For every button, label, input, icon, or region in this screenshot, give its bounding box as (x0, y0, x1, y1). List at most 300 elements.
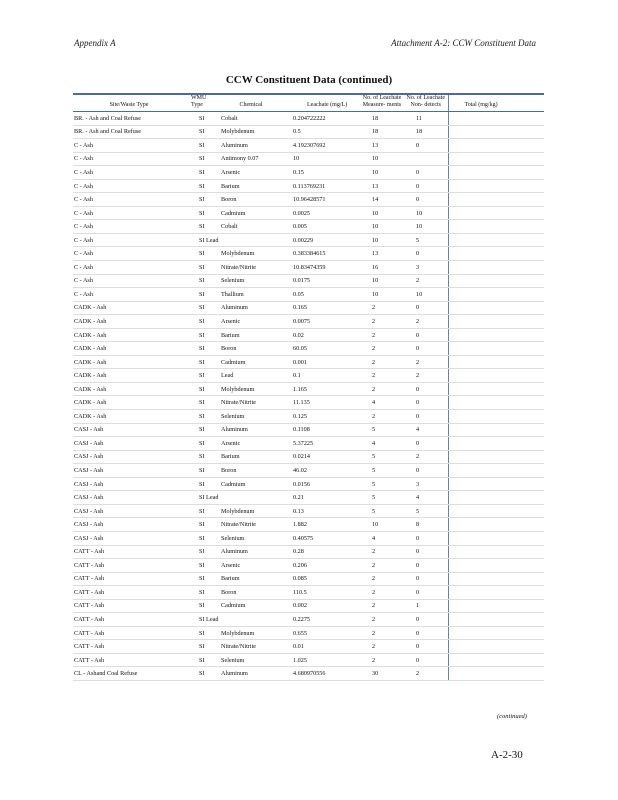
cell-total (448, 261, 544, 275)
cell-wmu: SI (185, 410, 215, 424)
cell-total (448, 640, 544, 654)
cell-chemical: Molybdenum (215, 125, 287, 139)
table-row (73, 261, 544, 275)
cell-measurements: 4 (360, 531, 404, 545)
cell-wmu: SI (185, 545, 215, 559)
cell-leachate: 0.01 (287, 640, 360, 654)
cell-wmu: SI (185, 220, 215, 234)
cell-measurements: 10 (360, 220, 404, 234)
cell-total (448, 477, 544, 491)
cell-wmu: SI (185, 653, 215, 667)
table-row (73, 559, 544, 573)
cell-site: CADK - Ash (73, 342, 185, 356)
table-row (73, 179, 544, 193)
cell-leachate: 110.5 (287, 586, 360, 600)
cell-measurements: 14 (360, 193, 404, 207)
cell-measurements: 2 (360, 342, 404, 356)
cell-measurements: 2 (360, 355, 404, 369)
cell-chemical: Boron (215, 464, 287, 478)
cell-wmu: SI (185, 423, 215, 437)
cell-nondetects: 2 (404, 450, 448, 464)
cell-measurements: 2 (360, 301, 404, 315)
cell-measurements: 18 (360, 112, 404, 126)
cell-nondetects: 0 (404, 247, 448, 261)
cell-nondetects: 0 (404, 193, 448, 207)
cell-total (448, 613, 544, 627)
cell-nondetects: 2 (404, 315, 448, 329)
cell-site: CASJ - Ash (73, 423, 185, 437)
cell-measurements: 13 (360, 139, 404, 153)
cell-site: CASJ - Ash (73, 531, 185, 545)
cell-wmu: SI (185, 450, 215, 464)
table-row (73, 586, 544, 600)
cell-chemical: Arsenic (215, 166, 287, 180)
cell-measurements: 13 (360, 179, 404, 193)
cell-nondetects: 0 (404, 464, 448, 478)
cell-leachate: 0.0025 (287, 206, 360, 220)
cell-leachate: 0.001 (287, 355, 360, 369)
cell-leachate: 0.0075 (287, 315, 360, 329)
cell-total (448, 423, 544, 437)
cell-measurements: 2 (360, 599, 404, 613)
table-row (73, 274, 544, 288)
cell-measurements: 10 (360, 166, 404, 180)
cell-wmu: SI (185, 464, 215, 478)
cell-wmu: SI (185, 193, 215, 207)
col-header-wmu: WMU Type (185, 94, 215, 112)
cell-leachate: 1.025 (287, 653, 360, 667)
cell-leachate: 0.0214 (287, 450, 360, 464)
cell-measurements: 2 (360, 586, 404, 600)
cell-leachate: 10 (287, 152, 360, 166)
cell-nondetects: 0 (404, 572, 448, 586)
cell-site: CATT - Ash (73, 626, 185, 640)
cell-measurements: 2 (360, 382, 404, 396)
cell-site: CATT - Ash (73, 613, 185, 627)
cell-measurements: 5 (360, 491, 404, 505)
cell-leachate: 0.165 (287, 301, 360, 315)
col-header-measurements: No. of Leachate Measure- ments (360, 94, 404, 112)
cell-site: C - Ash (73, 288, 185, 302)
cell-measurements: 4 (360, 437, 404, 451)
cell-leachate: 0.204722222 (287, 112, 360, 126)
cell-leachate: 0.085 (287, 572, 360, 586)
table-row (73, 369, 544, 383)
cell-total (448, 220, 544, 234)
cell-site: CASJ - Ash (73, 518, 185, 532)
cell-chemical: Molybdenum (215, 382, 287, 396)
cell-total (448, 301, 544, 315)
cell-nondetects: 0 (404, 545, 448, 559)
cell-nondetects: 0 (404, 640, 448, 654)
cell-nondetects: 18 (404, 125, 448, 139)
cell-leachate: 0.113769231 (287, 179, 360, 193)
cell-wmu: SI (185, 640, 215, 654)
cell-site: CADK - Ash (73, 328, 185, 342)
table-row (73, 518, 544, 532)
cell-nondetects (404, 152, 448, 166)
cell-site: CADK - Ash (73, 410, 185, 424)
cell-wmu: SI (185, 139, 215, 153)
cell-measurements: 2 (360, 640, 404, 654)
cell-nondetects: 4 (404, 491, 448, 505)
cell-chemical: Aluminum (215, 667, 287, 681)
cell-wmu: SI (185, 626, 215, 640)
cell-nondetects: 0 (404, 437, 448, 451)
cell-chemical: Cobalt (215, 112, 287, 126)
cell-total (448, 247, 544, 261)
table-row (73, 437, 544, 451)
cell-site: C - Ash (73, 206, 185, 220)
cell-wmu: SI (185, 274, 215, 288)
cell-total (448, 572, 544, 586)
cell-chemical: Nitrate/Nitrite (215, 640, 287, 654)
table-row (73, 667, 544, 681)
cell-measurements: 5 (360, 450, 404, 464)
cell-chemical: Nitrate/Nitrite (215, 396, 287, 410)
cell-leachate: 4.680970556 (287, 667, 360, 681)
cell-wmu: SI (185, 531, 215, 545)
cell-nondetects: 0 (404, 653, 448, 667)
cell-wmu: SI (185, 342, 215, 356)
cell-chemical: Cobalt (215, 220, 287, 234)
cell-nondetects: 0 (404, 626, 448, 640)
cell-wmu: SI Lead (185, 613, 215, 627)
col-header-leachate: Leachate (mg/L) (287, 94, 360, 112)
cell-site: CASJ - Ash (73, 491, 185, 505)
cell-leachate: 0.002 (287, 599, 360, 613)
cell-site: CATT - Ash (73, 653, 185, 667)
cell-leachate: 0.28 (287, 545, 360, 559)
cell-measurements: 18 (360, 125, 404, 139)
cell-leachate: 0.21 (287, 491, 360, 505)
cell-wmu: SI (185, 477, 215, 491)
cell-nondetects: 8 (404, 518, 448, 532)
cell-nondetects: 11 (404, 112, 448, 126)
cell-chemical: Selenium (215, 410, 287, 424)
cell-total (448, 342, 544, 356)
cell-total (448, 653, 544, 667)
cell-total (448, 328, 544, 342)
cell-wmu: SI (185, 301, 215, 315)
cell-chemical: Barium (215, 450, 287, 464)
cell-nondetects: 5 (404, 504, 448, 518)
cell-measurements: 2 (360, 559, 404, 573)
cell-chemical: Lead (215, 369, 287, 383)
cell-wmu: SI (185, 247, 215, 261)
cell-total (448, 410, 544, 424)
cell-chemical: Aluminum (215, 545, 287, 559)
cell-total (448, 545, 544, 559)
cell-leachate: 0.40575 (287, 531, 360, 545)
table-row (73, 572, 544, 586)
table-row (73, 315, 544, 329)
cell-chemical: Selenium (215, 274, 287, 288)
table-row (73, 112, 544, 126)
cell-nondetects: 3 (404, 261, 448, 275)
cell-nondetects: 0 (404, 410, 448, 424)
cell-total (448, 464, 544, 478)
col-header-chemical: Chemical (215, 94, 287, 112)
running-header-left: Appendix A (74, 38, 116, 48)
cell-site: CASJ - Ash (73, 450, 185, 464)
table-row (73, 396, 544, 410)
cell-leachate: 60.05 (287, 342, 360, 356)
cell-total (448, 152, 544, 166)
cell-nondetects: 10 (404, 220, 448, 234)
cell-chemical: Cadmium (215, 477, 287, 491)
cell-site: C - Ash (73, 261, 185, 275)
col-header-site: Site/Waste Type (73, 94, 185, 112)
cell-wmu: SI (185, 328, 215, 342)
cell-wmu: SI (185, 206, 215, 220)
cell-total (448, 179, 544, 193)
table-row (73, 139, 544, 153)
table-row (73, 599, 544, 613)
cell-site: C - Ash (73, 152, 185, 166)
cell-chemical: Aluminum (215, 423, 287, 437)
cell-site: C - Ash (73, 233, 185, 247)
table-row (73, 423, 544, 437)
table-row (73, 193, 544, 207)
cell-total (448, 166, 544, 180)
cell-site: CATT - Ash (73, 559, 185, 573)
cell-total (448, 531, 544, 545)
cell-leachate: 1.165 (287, 382, 360, 396)
cell-chemical: Cadmium (215, 599, 287, 613)
table-row (73, 491, 544, 505)
cell-chemical: Arsenic (215, 437, 287, 451)
cell-chemical: Arsenic (215, 559, 287, 573)
cell-chemical: Cadmium (215, 355, 287, 369)
table-row (73, 328, 544, 342)
table-row (73, 410, 544, 424)
cell-wmu: SI (185, 125, 215, 139)
cell-nondetects: 2 (404, 369, 448, 383)
table-row (73, 382, 544, 396)
cell-total (448, 315, 544, 329)
cell-chemical: Barium (215, 328, 287, 342)
cell-nondetects: 3 (404, 477, 448, 491)
cell-chemical (215, 613, 287, 627)
cell-total (448, 288, 544, 302)
cell-leachate: 0.0175 (287, 274, 360, 288)
cell-site: C - Ash (73, 179, 185, 193)
cell-measurements: 10 (360, 206, 404, 220)
col-header-nondetects: No. of Leachate Non- detects (404, 94, 448, 112)
table-row (73, 342, 544, 356)
page-title: CCW Constituent Data (continued) (225, 74, 393, 86)
cell-total (448, 274, 544, 288)
cell-chemical: Thallium (215, 288, 287, 302)
cell-measurements: 5 (360, 477, 404, 491)
page-number: A-2-30 (491, 749, 523, 761)
cell-site: CASJ - Ash (73, 477, 185, 491)
cell-wmu: SI (185, 599, 215, 613)
cell-wmu: SI (185, 382, 215, 396)
cell-leachate: 0.5 (287, 125, 360, 139)
cell-wmu: SI (185, 437, 215, 451)
cell-chemical: Molybdenum (215, 504, 287, 518)
table-row (73, 545, 544, 559)
cell-total (448, 599, 544, 613)
cell-nondetects: 0 (404, 382, 448, 396)
table-row (73, 653, 544, 667)
table-header-row (73, 94, 544, 112)
cell-nondetects: 0 (404, 559, 448, 573)
cell-nondetects: 2 (404, 274, 448, 288)
cell-chemical: Boron (215, 342, 287, 356)
cell-chemical: Antimony 0.07 (215, 152, 287, 166)
cell-site: C - Ash (73, 220, 185, 234)
cell-total (448, 586, 544, 600)
cell-wmu: SI (185, 396, 215, 410)
cell-site: CATT - Ash (73, 599, 185, 613)
cell-nondetects: 0 (404, 179, 448, 193)
cell-leachate: 0.655 (287, 626, 360, 640)
cell-chemical: Aluminum (215, 301, 287, 315)
cell-wmu: SI (185, 518, 215, 532)
cell-wmu: SI (185, 152, 215, 166)
cell-leachate: 0.383384615 (287, 247, 360, 261)
cell-leachate: 0.1 (287, 369, 360, 383)
cell-measurements: 2 (360, 572, 404, 586)
cell-wmu: SI (185, 166, 215, 180)
cell-leachate: 0.2275 (287, 613, 360, 627)
cell-wmu: SI Lead (185, 233, 215, 247)
table-row (73, 626, 544, 640)
cell-chemical: Nitrate/Nitrite (215, 518, 287, 532)
cell-leachate: 0.15 (287, 166, 360, 180)
cell-total (448, 491, 544, 505)
cell-measurements: 5 (360, 423, 404, 437)
cell-nondetects: 0 (404, 328, 448, 342)
cell-site: CADK - Ash (73, 369, 185, 383)
cell-site: C - Ash (73, 274, 185, 288)
cell-nondetects: 0 (404, 166, 448, 180)
cell-leachate: 0.0156 (287, 477, 360, 491)
table-row (73, 247, 544, 261)
cell-wmu: SI (185, 559, 215, 573)
cell-total (448, 626, 544, 640)
cell-total (448, 437, 544, 451)
cell-nondetects: 10 (404, 206, 448, 220)
cell-wmu: SI (185, 572, 215, 586)
cell-total (448, 504, 544, 518)
cell-leachate: 1.882 (287, 518, 360, 532)
cell-leachate: 0.206 (287, 559, 360, 573)
cell-chemical (215, 233, 287, 247)
cell-total (448, 559, 544, 573)
cell-chemical: Boron (215, 193, 287, 207)
cell-leachate: 0.125 (287, 410, 360, 424)
cell-total (448, 193, 544, 207)
cell-wmu: SI (185, 667, 215, 681)
cell-wmu: SI (185, 355, 215, 369)
table-row (73, 504, 544, 518)
cell-measurements: 4 (360, 396, 404, 410)
cell-chemical: Cadmium (215, 206, 287, 220)
cell-total (448, 667, 544, 681)
cell-site: CATT - Ash (73, 640, 185, 654)
col-header-total: Total (mg/kg) (448, 94, 544, 112)
table-row (73, 355, 544, 369)
cell-leachate: 4.192307692 (287, 139, 360, 153)
cell-measurements: 2 (360, 545, 404, 559)
cell-nondetects: 0 (404, 342, 448, 356)
table-row (73, 450, 544, 464)
cell-chemical: Aluminum (215, 139, 287, 153)
cell-leachate: 10.96428571 (287, 193, 360, 207)
cell-nondetects: 0 (404, 139, 448, 153)
cell-site: CL - Ashand Coal Refuse (73, 667, 185, 681)
cell-wmu: SI (185, 504, 215, 518)
table-row (73, 477, 544, 491)
cell-measurements: 2 (360, 328, 404, 342)
cell-measurements: 2 (360, 315, 404, 329)
cell-nondetects: 0 (404, 396, 448, 410)
cell-leachate: 10.83474359 (287, 261, 360, 275)
cell-wmu: SI (185, 179, 215, 193)
cell-measurements: 10 (360, 274, 404, 288)
cell-chemical: Selenium (215, 531, 287, 545)
cell-nondetects: 10 (404, 288, 448, 302)
cell-measurements: 2 (360, 410, 404, 424)
cell-chemical: Arsenic (215, 315, 287, 329)
table-row (73, 301, 544, 315)
cell-total (448, 112, 544, 126)
cell-total (448, 125, 544, 139)
cell-measurements: 10 (360, 518, 404, 532)
cell-measurements: 5 (360, 464, 404, 478)
cell-wmu: SI (185, 315, 215, 329)
cell-leachate: 0.02 (287, 328, 360, 342)
cell-leachate: 0.1108 (287, 423, 360, 437)
table-row (73, 125, 544, 139)
cell-wmu: SI (185, 112, 215, 126)
cell-chemical: Boron (215, 586, 287, 600)
cell-site: C - Ash (73, 139, 185, 153)
cell-site: C - Ash (73, 193, 185, 207)
table-row (73, 640, 544, 654)
table-row (73, 206, 544, 220)
cell-chemical: Nitrate/Nitrite (215, 261, 287, 275)
cell-nondetects: 0 (404, 301, 448, 315)
cell-total (448, 233, 544, 247)
cell-measurements: 10 (360, 288, 404, 302)
cell-chemical: Molybdenum (215, 626, 287, 640)
cell-total (448, 369, 544, 383)
cell-leachate: 11.135 (287, 396, 360, 410)
table-row (73, 233, 544, 247)
table-row (73, 152, 544, 166)
constituent-table (73, 93, 544, 681)
cell-nondetects: 2 (404, 667, 448, 681)
cell-total (448, 206, 544, 220)
cell-measurements: 10 (360, 233, 404, 247)
cell-site: BR. - Ash and Coal Refuse (73, 112, 185, 126)
cell-nondetects: 0 (404, 586, 448, 600)
cell-wmu: SI (185, 288, 215, 302)
cell-total (448, 396, 544, 410)
cell-site: CASJ - Ash (73, 437, 185, 451)
table-row (73, 464, 544, 478)
cell-measurements: 2 (360, 626, 404, 640)
cell-total (448, 450, 544, 464)
cell-leachate: 0.05 (287, 288, 360, 302)
running-header-right: Attachment A-2: CCW Constituent Data (391, 38, 536, 48)
cell-nondetects: 1 (404, 599, 448, 613)
